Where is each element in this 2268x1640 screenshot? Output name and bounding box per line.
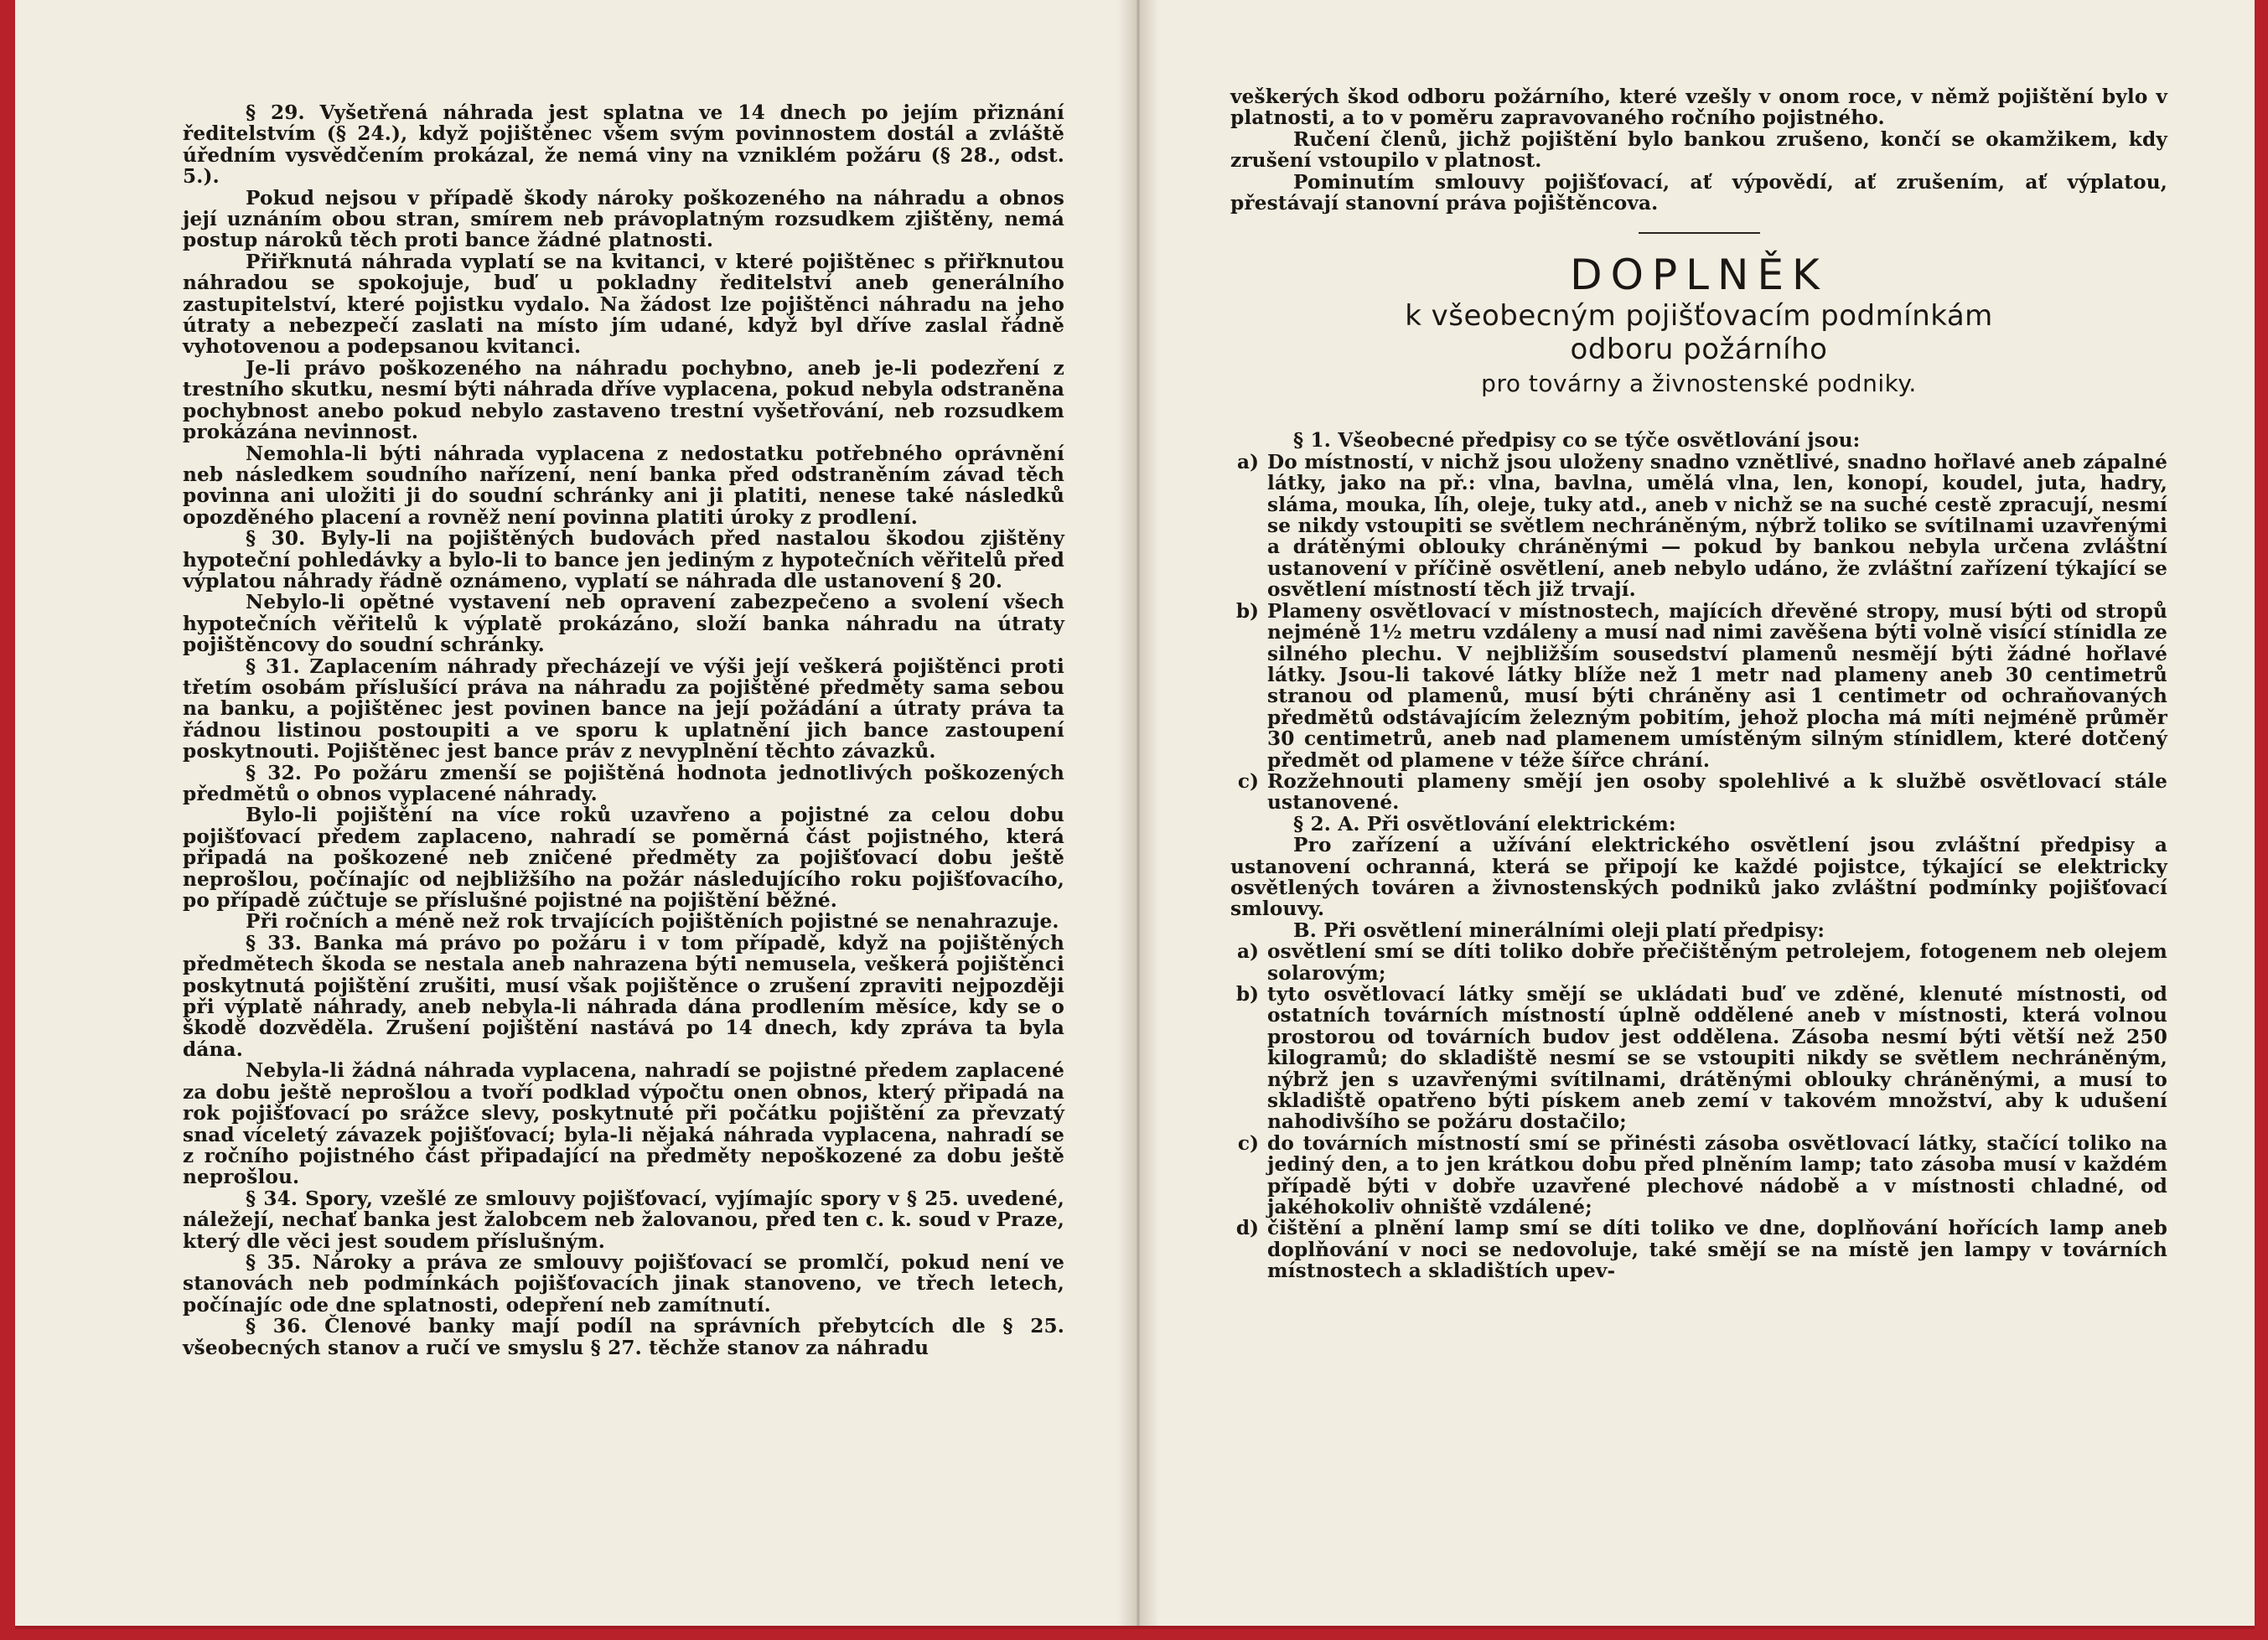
list-item	[1230, 601, 2167, 771]
paragraph: Při ročních a méně než rok trvajících pojištěních pojistné se nenahrazuje.	[246, 910, 1059, 934]
paragraph: Nebylo-li opětné vystavení neb opravení zabezpečeno a svolení všech hypotečních věřitelů k výplatě prokázáno, složí banka náhradu na útraty pojištěncovy do soudní schránky.	[183, 591, 1064, 657]
list-item	[1230, 1133, 2167, 1218]
book-spread	[15, 0, 2255, 1629]
list-item-label: b)	[1235, 983, 1259, 1006]
paragraph-34: § 34. Spory, vzešlé ze smlouvy pojišťovací, vyjímajíc spory v § 25. uvedené, náležejí, nechať banka jest žalobcem neb žalovanou, před ten c. k. soud v Praze, který dle věci jest soudem příslušným.	[183, 1187, 1064, 1253]
left-page-text-column	[183, 102, 1064, 1358]
list-item-label: d)	[1235, 1217, 1259, 1240]
section-subtitle: odboru požárního	[1570, 333, 1828, 367]
paragraph: Je-li právo poškozeného na náhradu pochybno, aneb je-li podezření z trestního skutku, nesmí býti náhrada dříve vyplacena, pokud nebyla odstraněna pochybnost anebo pokud nebylo zastaveno trestní vyšetřování, neb rozsudkem prokázána nevinnost.	[183, 356, 1064, 444]
paragraph: Nemohla-li býti náhrada vyplacena z nedostatku potřebného oprávnění neb následkem soudního nařízení, není banka před odstraněním závad těch povinna ani uložiti ji do soudní schránky ani ji platiti, nenese také následků opozděného placení a rovněž není povinna platiti úroky z prodlení.	[183, 442, 1064, 529]
paragraph: Pokud nejsou v případě škody nároky poškozeného na náhradu a obnos její uznáním obou stran, smírem neb právoplatným rozsudkem zjištěny, nemá postup nároků těch proti bance žádné platnosti.	[183, 186, 1064, 252]
list-item-label: c)	[1237, 769, 1259, 793]
list-item-text: tyto osvětlovací látky smějí se ukládati buď ve zděné, klenuté místnosti, od ostatních továrních místností úplně oddělené aneb v místnosti, která volnou prostorou od továrních budov jest oddělena. Zásoba nesmí býti větší než 250 kilogramů; do skladiště nesmí se se vstoupiti nikdy se světlem nechráněným, nýbrž jen s uzavřenými svítilnami, drátěnými oblouky chráněnými, a musí to skladiště opatřeno býti pískem aneb zemí v takovém množství, aby k udušení nahodivšího se požáru dostačilo;	[1267, 983, 2167, 1134]
list-item-text: Do místností, v nichž jsou uloženy snadno vznětlivé, snadno hořlavé aneb zápalné látky, jako na př.: vlna, bavlna, umělá vlna, len, konopí, koudel, juta, hadry, sláma, mouka, líh, oleje, tuky atd., aneb v nichž se na suché cestě zpracují, nesmí se nikdy vstoupiti se světlem nechráněným, nýbrž toliko se svítilnami uzavřenými a drátěnými oblouky chráněnými — pokud by bankou nebyla určena zvláštní ustanovení v příčině osvětlení, aneb nebylo udáno, že zvláštní zařízení týkající se osvětlení místností těch již trvají.	[1267, 450, 2167, 602]
list-item-text: čištění a plnění lamp smí se díti toliko ve dne, doplňování hořících lamp aneb doplňování v noci se nedovoluje, také smějí se na místě jen lampy v továrních místnostech a skladištích upev-	[1267, 1217, 2167, 1283]
list-item-text: Rozžehnouti plameny smějí jen osoby spolehlivé a k službě osvětlovací stále ustanovené.	[1267, 769, 2167, 815]
section-subtitle-small: pro továrny a živnostenské podniky.	[1481, 370, 1917, 398]
paragraph: Bylo-li pojištění na více roků uzavřeno a pojistné za celou dobu pojišťovací předem zaplaceno, nahradí se poměrná část pojistného, která připadá na poškozené neb zničené předměty za pojišťovací dobu ještě neprošlou, počínajíc od nejbližšího na požár následujícího roku pojišťovacího, po případě zúčtuje se příslušné pojistné na pojištění běžné.	[183, 804, 1064, 913]
paragraph-33: § 33. Banka má právo po požáru i v tom případě, když na pojištěných předmětech škoda se nestala aneb nahrazena býti nemusela, veškerá pojištěnci poskytnutá pojištění zrušiti, musí však pojištěnce o zrušení zpraviti nejpozději při výplatě náhrady, aneb nebyla-li náhrada dána prodlením měsíce, kdy se o škodě dozvěděla. Zrušení pojištění nastává po 14 dnech, kdy zpráva ta byla dána.	[183, 931, 1064, 1061]
section-subtitle: k všeobecným pojišťovacím podmínkám	[1405, 299, 1993, 334]
list-item-label: b)	[1235, 599, 1259, 623]
list-item-text: Plameny osvětlovací v místnostech, majících dřevěné stropy, musí býti od stropů nejméně 1½ metru vzdáleny a musí nad nimi zavěšena býti volně visící stínidla ze silného plechu. V nejbližším sousedství plamenů nesmějí býti žádné hořlavé látky. Jsou-li takové látky blíže než 1 metr nad plameny aneb 30 centimetrů stranou od plamenů, musí býti chráněny asi 1 centimetr od ochraňovaných předmětů odstávajícím železným pobitím, jehož plocha má míti nejméně průměr 30 centimetrů, aneb nad plamenem umístěným silným stínidlem, které dotčený předmět od plamene v téže šířce chrání.	[1267, 599, 2167, 772]
paragraph-36: § 36. Členové banky mají podíl na správních přebytcích dle § 25. všeobecných stanov a ručí ve smyslu § 27. těchže stanov za náhradu	[183, 1315, 1064, 1359]
paragraph-32: § 32. Po požáru zmenší se pojištěná hodnota jednotlivých poškozených předmětů o obnos vyplacené náhrady.	[183, 761, 1064, 805]
paragraph-29: § 29. Vyšetřená náhrada jest splatna ve 14 dnech po jejím přiznání ředitelstvím (§ 24.), když pojištěnec všem svým povinnostem dostál a zvláště úředním vysvědčením prokázal, že nemá viny na vzniklém požáru (§ 28., odst. 5.).	[183, 101, 1064, 189]
list-item	[1230, 984, 2167, 1133]
paragraph: Přiřknutá náhrada vyplatí se na kvitanci, v které pojištěnec s přiřknutou náhradou se spokojuje, buď u pokladny ředitelství aneb generálního zastupitelství, které pojistku vydalo. Na žádost lze pojištěnci náhradu na jeho útraty a nebezpečí zaslati na místo jím udané, když byl dříve zaslal řádně vyhotovenou a podepsanou kvitanci.	[183, 250, 1064, 359]
paragraph-30: § 30. Byly-li na pojištěných budovách před nastalou škodou zjištěny hypoteční pohledávky a bylo-li to bance jen jediným z hypotečních věřitelů před výplatou náhrady řádně oznámeno, vyplatí se náhrada dle ustanovení § 20.	[183, 527, 1064, 592]
paragraph-2b-intro: B. Při osvětlení minerálními oleji platí předpisy:	[1293, 918, 1825, 942]
paragraph-35: § 35. Nároky a práva ze smlouvy pojišťovací se promlčí, pokud není ve stanovách neb podmínkách pojišťovacích jinak stanoveno, ve třech letech, počínajíc ode dne splatnosti, odepření neb zamítnutí.	[183, 1250, 1064, 1317]
section-divider	[1639, 232, 1760, 234]
paragraph-31: § 31. Zaplacením náhrady přecházejí ve výši její veškerá pojištěnci proti třetím osobám příslušící práva na náhradu za pojištěné předměty sama sebou na banku, a pojištěnec jest povinen bance na její požádání a útraty práva ta řádnou listinou postoupiti a ve sporu k uplatnění jich bance zastoupení poskytnouti. Pojištěnec jest bance práv z nevyplnění těchto závazků.	[183, 654, 1064, 763]
list-item-label: a)	[1237, 940, 1259, 964]
list-item	[1230, 941, 2167, 984]
paragraph: Pro zařízení a užívání elektrického osvětlení jsou zvláštní předpisy a ustanovení ochranná, která se připojí ke každé pojistce, týkající se elektricky osvětlených továren a živnostenských podniků jako zvláštní podmínky pojišťovací smlouvy.	[1230, 834, 2167, 921]
right-page-text-column	[1230, 86, 2167, 1282]
paragraph-2-intro: § 2. A. Při osvětlování elektrickém:	[1293, 812, 1676, 836]
paragraph: Ručení členů, jichž pojištění bylo bankou zrušeno, končí se okamžikem, kdy zrušení vstoupilo v platnost.	[1230, 127, 2167, 173]
list-item-text: do továrních místností smí se přinésti zásoba osvětlovací látky, stačící toliko na jediný den, a to jen krátkou dobu před plněním lamp; tato zásoba musí v každém případě býti v dobře uzavřené plechové nádobě a v místnosti chladné, od jakéhokoliv ohniště vzdálené;	[1267, 1131, 2167, 1219]
left-page	[15, 0, 1130, 1626]
list-item-text: osvětlení smí se díti toliko dobře přečištěným petrolejem, fotogenem neb olejem solarovým;	[1267, 940, 2167, 985]
section-heading: DOPLNĚK	[1570, 251, 1828, 300]
list-item	[1230, 452, 2167, 601]
right-page	[1151, 0, 2255, 1626]
list-item-label: a)	[1237, 450, 1259, 473]
paragraph-1-intro: § 1. Všeobecné předpisy co se týče osvětlování jsou:	[1293, 429, 1861, 453]
paragraph: Nebyla-li žádná náhrada vyplacena, nahradí se pojistné předem zaplacené za dobu ještě neprošlou a tvoří podklad výpočtu onen obnos, který připadá na rok pojišťovací po srážce slevy, poskytnuté při počátku pojištění za převzatý snad víceletý závazek pojišťovací; byla-li nějaká náhrada vyplacena, nahradí se z ročního pojistného část připadající na předměty nepoškozené za dobu ještě neprošlou.	[183, 1059, 1064, 1189]
list-item	[1230, 1218, 2167, 1281]
paragraph-continued: veškerých škod odboru požárního, které vzešly v onom roce, v němž pojištění bylo v platnosti, a to v poměru zapravovaného ročního pojistného.	[1230, 85, 2167, 130]
list-item	[1230, 771, 2167, 814]
paragraph: Pominutím smlouvy pojišťovací, ať výpovědí, ať zrušením, ať výplatou, přestávají stanovní práva pojištěncova.	[1230, 170, 2167, 215]
list-item-label: c)	[1237, 1131, 1259, 1155]
